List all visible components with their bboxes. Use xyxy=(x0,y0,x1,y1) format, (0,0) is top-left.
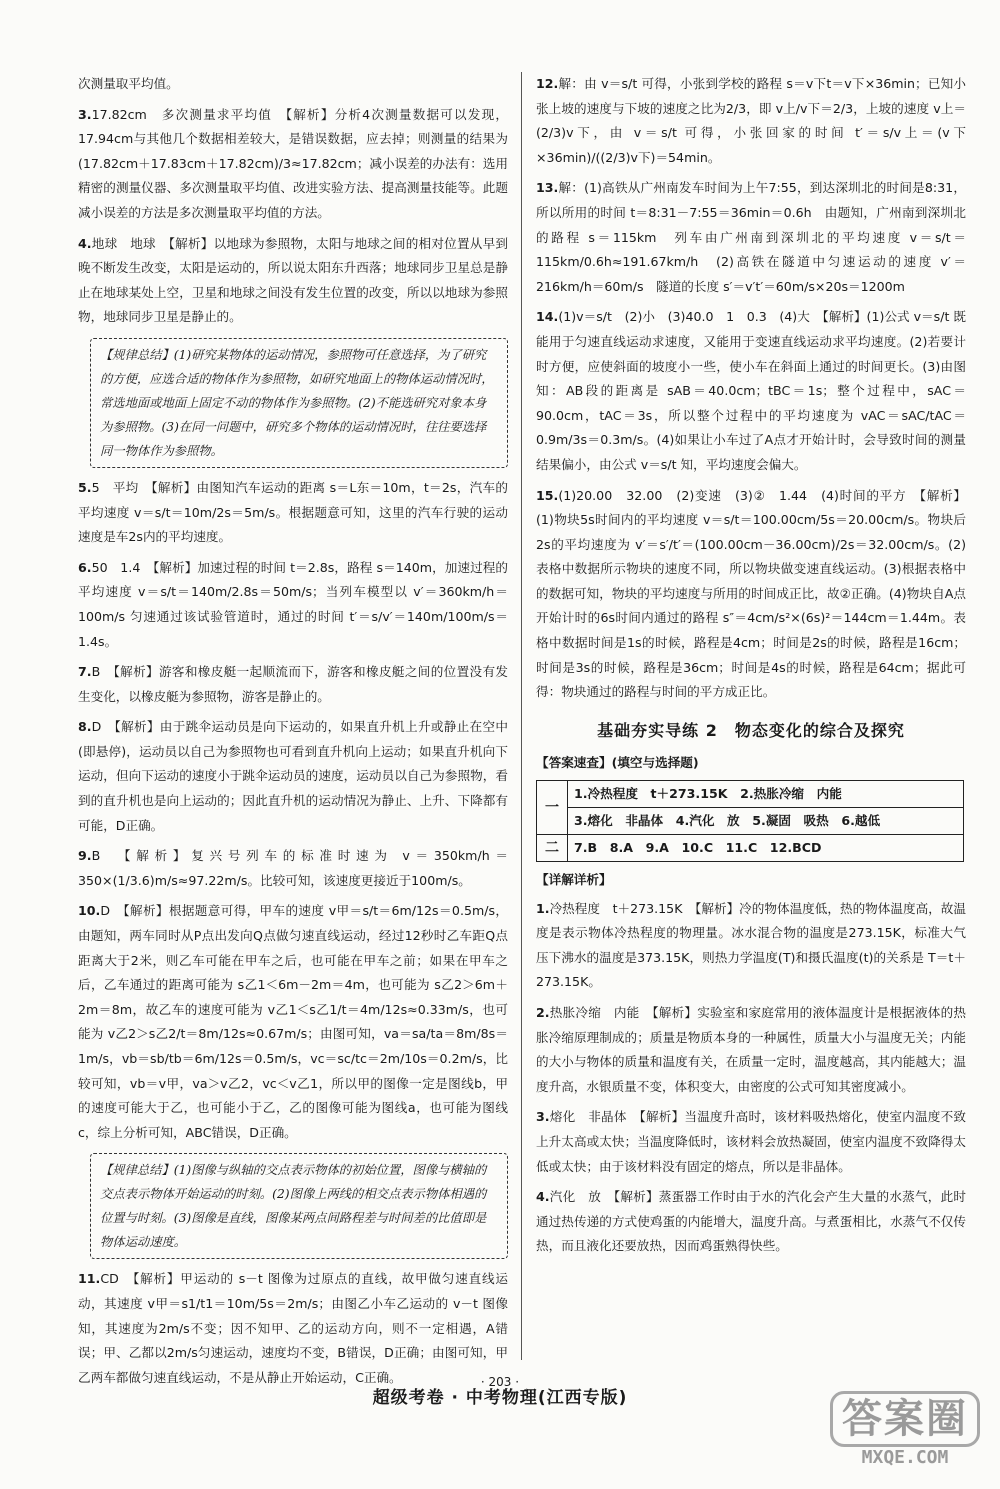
answer-item-12: 12.解：由 v＝s/t 可得，小张到学校的路程 s＝v下t＝v下×36min；已知小张上坡的速度与下坡的速度之比为2/3，即 v上/v下＝2/3，上坡的速度 v上＝(2/3)v下，由 v＝s/t 可得，小张回家的时间 t′＝s/v上＝(v下×36min)/((2/3)v下)＝54min。 xyxy=(536,76,966,165)
answer-item-5: 5.5 平均 【解析】由图知汽车运动的距离 s＝L东＝10m，t＝2s，汽车的平均速度 v＝s/t＝10m/2s＝5m/s。根据题意可知，这里的汽车行驶的运动速度是车2s内的平均速度。 xyxy=(78,479,508,545)
book-title: 超级考卷 · 中考物理(江西专版) xyxy=(372,1388,628,1408)
rule-summary-box: 【规律总结】(1)研究某物体的运动情况，参照物可任意选择，为了研究的方便，应选合适的物体作为参照物，如研究地面上的物体运动情况时，常选地面或地面上固定不动的物体作为参照物。(2)不能选研究对象本身为参照物。(3)在同一问题中，研究多个物体的运动情况时，往往要选择同一物体作为参照物。 xyxy=(90,338,508,468)
answer-item-7: 7.B 【解析】游客和橡皮艇一起顺流而下，游客和橡皮艇之间的位置没有发生变化，以橡皮艇为参照物，游客是静止的。 xyxy=(78,664,508,704)
answer-item-4: 4.地球 地球 【解析】以地球为参照物，太阳与地球之间的相对位置从早到晚不断发生改变，太阳是运动的，所以说太阳东升西落；地球同步卫星总是静止在地球某处上空，卫星和地球之间没有发生位置的改变，所以以地球为参照物，地球同步卫星是静止的。 xyxy=(78,235,508,325)
detail-item-2: 2.热胀冷缩 内能 【解析】实验室和家庭常用的液体温度计是根据液体的热胀冷缩原理制成的；质量是物质本身的一种属性，质量大小与温度无关；内能的大小与物体的质量和温度有关，在质量一定时，温度越高，其内能越大；温度升高，水银质量不变，体积变大，由密度的公式可知其密度减小。 xyxy=(536,1005,966,1094)
rule-summary-box-2: 【规律总结】(1)图像与纵轴的交点表示物体的初始位置，图像与横轴的交点表示物体开始运动的时刻。(2)图像上两线的相交点表示物体相遇的位置与时刻。(3)图像是直线，图像某两点间路程差与时间差的比值即是物体运动速度。 xyxy=(90,1153,508,1259)
page-number: · 203 · xyxy=(480,1375,520,1389)
quick-answers-row1a: 1.冷热程度 t＋273.15K 2.热胀冷缩 内能 xyxy=(568,781,964,808)
quick-answers-row1b: 3.熔化 非晶体 4.汽化 放 5.凝固 吸热 6.越低 xyxy=(568,808,964,835)
answer-item-10: 10.D 【解析】根据题意可得，甲车的速度 v甲＝s/t＝6m/12s＝0.5m/s，由题知，两车同时从P点出发向Q点做匀速直线运动，经过12秒时乙车距Q点距离大于2米，则乙车可能在甲车之后，也可能在甲车之前；如果在甲车之后，乙车通过的距离可能为 s乙1＜6m－2m＝4m，也可能为 s乙2＞6m＋2m＝8m，故乙车的速度可能为 v乙1＜s乙1/t＝4m/12s≈0.33m/s，也可能为 v乙2＞s乙2/t＝8m/12s≈0.67m/s；由图可知，va＝sa/ta＝8m/8s＝1m/s，vb＝sb/tb＝6m/12s＝0.5m/s，vc＝sc/tc＝2m/10s＝0.2m/s，比较可知，vb＝v甲，va＞v乙2，vc＜v乙1，所以甲的图像一定是图线b，甲的速度可能大于乙，也可能小于乙，乙的图像可能为图线a，也可能为图线c，综上分析可知，ABC错误，D正确。 xyxy=(78,903,508,1140)
detail-item-3: 3.熔化 非晶体 【解析】当温度升高时，该材料吸热熔化，使室内温度不致上升太高或太快；当温度降低时，该材料会放热凝固，使室内温度不致降得太低或太快；由于该材料没有固定的熔点，所以是非晶体。 xyxy=(536,1109,966,1174)
answer-item-9: 9.B 【解析】复兴号列车的标准时速为 v＝350km/h＝350×(1/3.6)m/s≈97.22m/s。比较可知，该速度更接近于100m/s。 xyxy=(78,848,508,888)
row-label-two: 二 xyxy=(537,835,568,862)
quick-answers-table xyxy=(536,780,964,862)
answer-item-3: 3.17.82cm 多次测量求平均值 【解析】分析4次测量数据可以发现，17.94cm与其他几个数据相差较大，是错误数据，应去掉；则测量的结果为(17.82cm＋17.83cm＋17.82cm)/3≈17.82cm；减小误差的办法有：选用精密的测量仪器、多次测量取平均值、改进实验方法、提高测量技能等。此题减小误差的方法是多次测量取平均值的方法。 xyxy=(78,106,508,220)
answer-item-8: 8.D 【解析】由于跳伞运动员是向下运动的，如果直升机上升或静止在空中(即悬停)，运动员以自己为参照物也可看到直升机向上运动；如果直升机向下运动，但向下运动的速度小于跳伞运动员的速度，运动员以自己为参照物，看到的直升机也是向上运动的；因此直升机的运动情况为静止、上升、下降都有可能，D正确。 xyxy=(78,719,508,833)
answer-item-6: 6.50 1.4 【解析】加速过程的时间 t＝2.8s，路程 s＝140m，加速过程的平均速度 v＝s/t＝140m/2.8s＝50m/s；当列车模型以 v′＝360km/h＝100m/s 匀速通过该试验管道时，通过的时间 t′＝s/v′＝140m/100m/s＝1.4s。 xyxy=(78,559,508,649)
detail-title: 【详解详析】 xyxy=(536,872,612,888)
answer-item-13: 13.解：(1)高铁从广州南发车时间为上午7:55，到达深圳北的时间是8:31，所以所用的时间 t＝8:31－7:55＝36min＝0.6h 由题知，广州南到深圳北的路程 s＝115km 列车由广州南到深圳北的平均速度 v＝s/t＝115km/0.6h≈191.67km/h (2)高铁在隧道中匀速运动的速度 v′＝216km/h＝60m/s 隧道的长度 s′＝v′t′＝60m/s×20s＝1200m xyxy=(536,180,966,294)
answer-item: 次测量取平均值。 xyxy=(78,76,179,91)
answer-item-14: 14.(1)v＝s/t (2)小 (3)40.0 1 0.3 (4)大 【解析】(1)公式 v＝s/t 既能用于匀速直线运动求速度，又能用于变速直线运动求平均速度。(2)若要计时方便，应使斜面的坡度小一些，使小车在斜面上通过的时间更长。(3)由图知：AB段的距离是 sAB＝40.0cm；tBC＝1s；整个过程中，sAC＝90.0cm，tAC＝3s，所以整个过程中的平均速度为 vAC＝sAC/tAC＝0.9m/3s＝0.3m/s。(4)如果让小车过了A点才开始计时，会导致时间的测量结果偏小，由公式 v＝s/t 知，平均速度会偏大。 xyxy=(536,309,966,472)
watermark-site: MXQE.COM xyxy=(861,1447,949,1468)
right-column xyxy=(536,72,966,1265)
detail-item-1: 1.冷热程度 t＋273.15K 【解析】冷的物体温度低，热的物体温度高，故温度是表示物体冷热程度的物理量。冰水混合物的温度是273.15K，标准大气压下沸水的温度是373.15K，则热力学温度(T)和摄氏温度(t)的关系是 T＝t＋273.15K。 xyxy=(536,900,966,990)
column-divider xyxy=(521,72,522,1360)
detail-item-4: 4.汽化 放 【解析】蒸蛋器工作时由于水的汽化会产生大量的水蒸气，此时通过热传递的方式使鸡蛋的内能增大，温度升高。与煮蛋相比，水蒸气不仅传热，而且液化还要放热，因而鸡蛋熟得快些。 xyxy=(536,1189,966,1254)
left-column xyxy=(78,72,508,1396)
answer-item-11: 11.CD 【解析】甲运动的 s－t 图像为过原点的直线，故甲做匀速直线运动，其速度 v甲＝s1/t1＝10m/5s＝2m/s；由图乙小车乙运动的 v－t 图像知，其速度为2m/s不变；因不知甲、乙的运动方向，则不一定相遇，A错误；甲、乙都以2m/s匀速运动，速度均不变，B错误，D正确；由图可知，甲乙两车都做匀速直线运动，不是从静止开始运动，C正确。 xyxy=(78,1271,508,1385)
watermark-logo xyxy=(830,1391,980,1471)
quick-answers-row2: 7.B 8.A 9.A 10.C 11.C 12.BCD xyxy=(568,835,964,862)
watermark-logo-text: 答案圈 xyxy=(830,1391,980,1447)
section-title: 基础夯实导练 2 物态变化的综合及探究 xyxy=(597,720,905,740)
row-label-one: 一 xyxy=(537,781,568,835)
quick-answers-title: 【答案速查】(填空与选择题) xyxy=(536,755,699,771)
answer-item-15: 15.(1)20.00 32.00 (2)变速 (3)② 1.44 (4)时间的平方 【解析】(1)物块5s时间内的平均速度 v＝s/t＝100.00cm/5s＝20.00cm/s。物块后2s的平均速度为 v′＝s′/t′＝(100.00cm－36.00cm)/2s＝32.00cm/s。(2)表格中数据所示物块的速度不同，所以物块做变速直线运动。(3)根据表格中的数据可知，物块的平均速度与所用的时间成正比，故②正确。(4)物块自A点开始计时的6s时间内通过的路程 s″＝4cm/s²×(6s)²＝144cm＝1.44m。表格中数据时间是1s的时候，路程是4cm；时间是2s的时候，路程是16cm；时间是3s的时候，路程是36cm；时间是4s的时候，路程是64cm；据此可得：物块通过的路程与时间的平方成正比。 xyxy=(536,487,966,700)
